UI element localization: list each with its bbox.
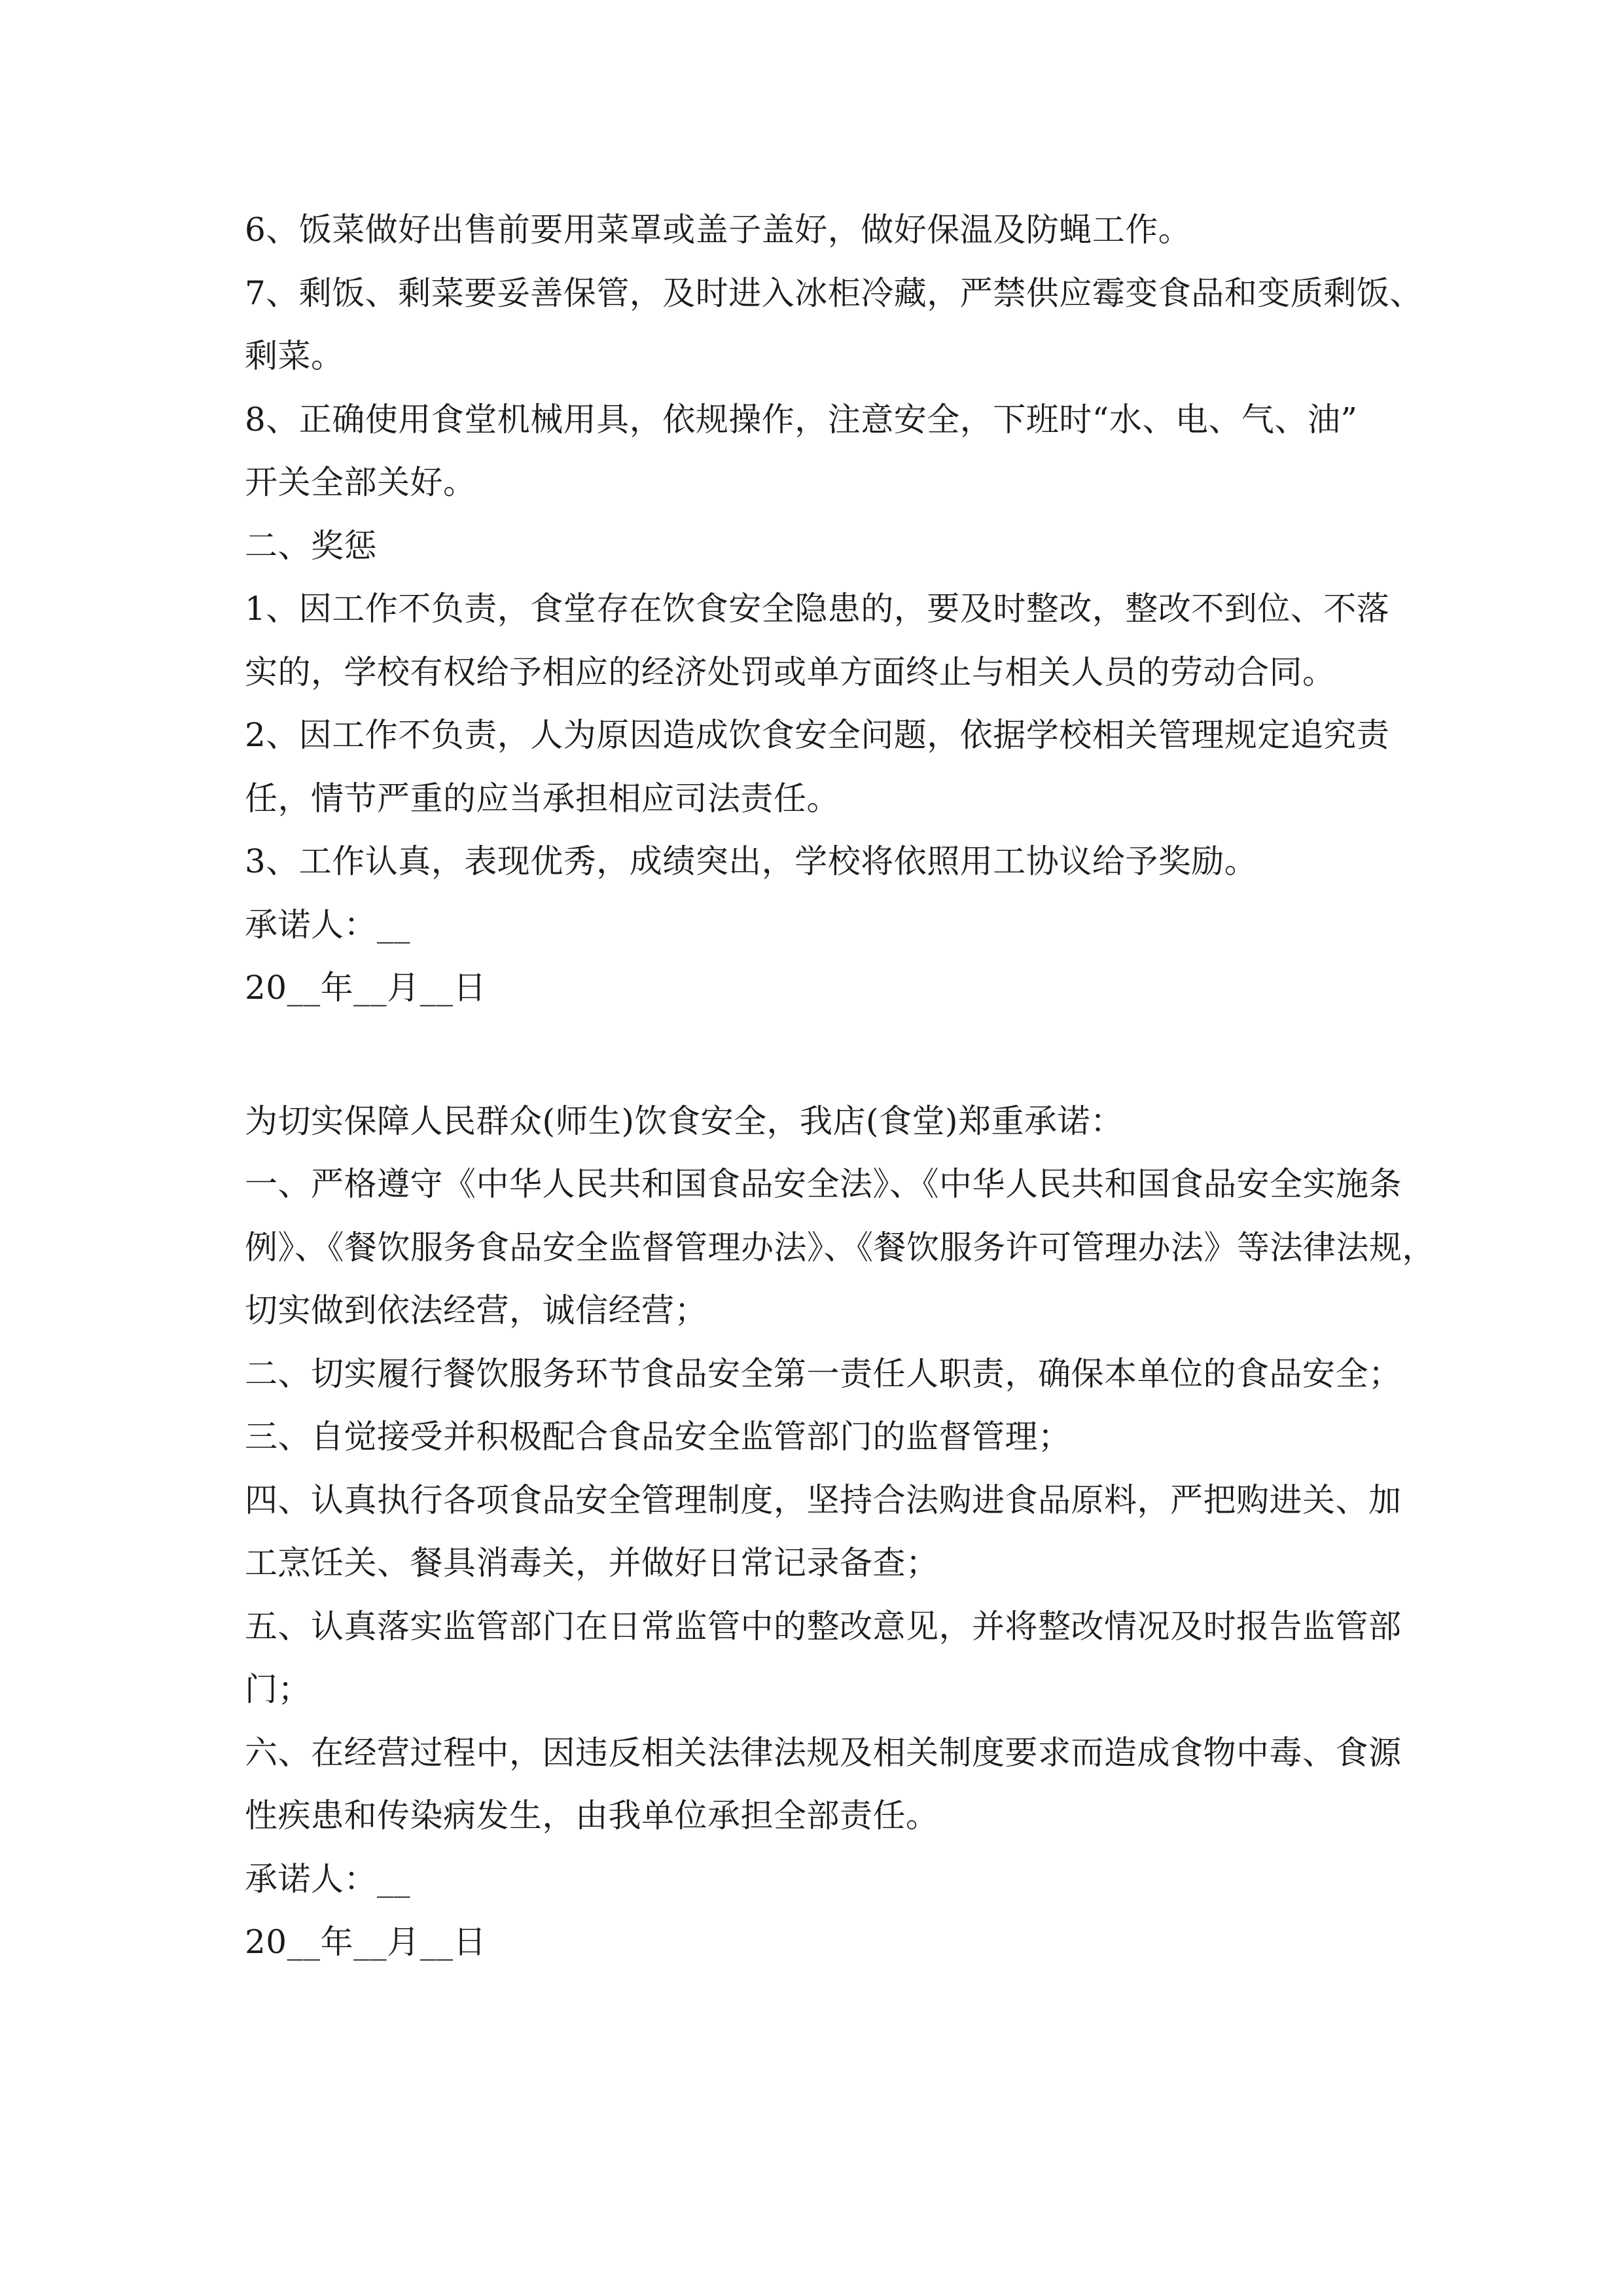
text-line: 7、剩饭、剩菜要妥善保管，及时进入冰柜冷藏，严禁供应霉变食品和变质剩饭、 [245,274,1423,312]
text-line: 6、饭菜做好出售前要用菜罩或盖子盖好，做好保温及防蝇工作。 [245,211,1192,249]
text-line: 六、在经营过程中，因违反相关法律法规及相关制度要求而造成食物中毒、食源 [245,1734,1402,1772]
signer-line: 承诺人：__ [245,906,410,944]
text-line: 任，情节严重的应当承担相应司法责任。 [245,780,840,817]
text-line: 1、因工作不负责，食堂存在饮食安全隐患的，要及时整改，整改不到位、不落 [245,590,1390,628]
text-line: 五、认真落实监管部门在日常监管中的整改意见，并将整改情况及时报告监管部 [245,1607,1402,1645]
text-line: 工烹饪关、餐具消毒关，并做好日常记录备查； [245,1544,939,1582]
date-line: 20__年__月__日 [245,969,487,1007]
text-line: 3、工作认真，表现优秀，成绩突出，学校将依照用工协议给予奖励。 [245,842,1258,880]
text-line: 为切实保障人民群众(师生)饮食安全，我店(食堂)郑重承诺： [245,1102,1124,1140]
text-line: 2、因工作不负责，人为原因造成饮食安全问题，依据学校相关管理规定追究责 [245,716,1390,754]
text-line: 剩菜。 [245,337,344,375]
date-line: 20__年__月__日 [245,1923,487,1961]
section-heading: 二、奖惩 [245,527,377,565]
text-line: 性疾患和传染病发生，由我单位承担全部责任。 [245,1797,939,1835]
text-line: 门； [245,1670,311,1708]
text-line: 开关全部关好。 [245,463,476,501]
text-line: 四、认真执行各项食品安全管理制度，坚持合法购进食品原料，严把购进关、加 [245,1481,1402,1519]
text-line: 切实做到依法经营，诚信经营； [245,1291,707,1329]
signer-line: 承诺人：__ [245,1860,410,1898]
text-line: 三、自觉接受并积极配合食品安全监管部门的监督管理； [245,1418,1071,1456]
text-line: 例》、《餐饮服务食品安全监督管理办法》、《餐饮服务许可管理办法》等法律法规， [245,1229,1435,1266]
text-line: 二、切实履行餐饮服务环节食品安全第一责任人职责，确保本单位的食品安全； [245,1355,1402,1393]
text-line: 一、严格遵守《中华人民共和国食品安全法》、《中华人民共和国食品安全实施条 [245,1165,1402,1203]
text-line: 8、正确使用食堂机械用具，依规操作，注意安全，下班时“水、电、气、油” [245,401,1358,439]
text-line: 实的，学校有权给予相应的经济处罚或单方面终止与相关人员的劳动合同。 [245,653,1336,691]
